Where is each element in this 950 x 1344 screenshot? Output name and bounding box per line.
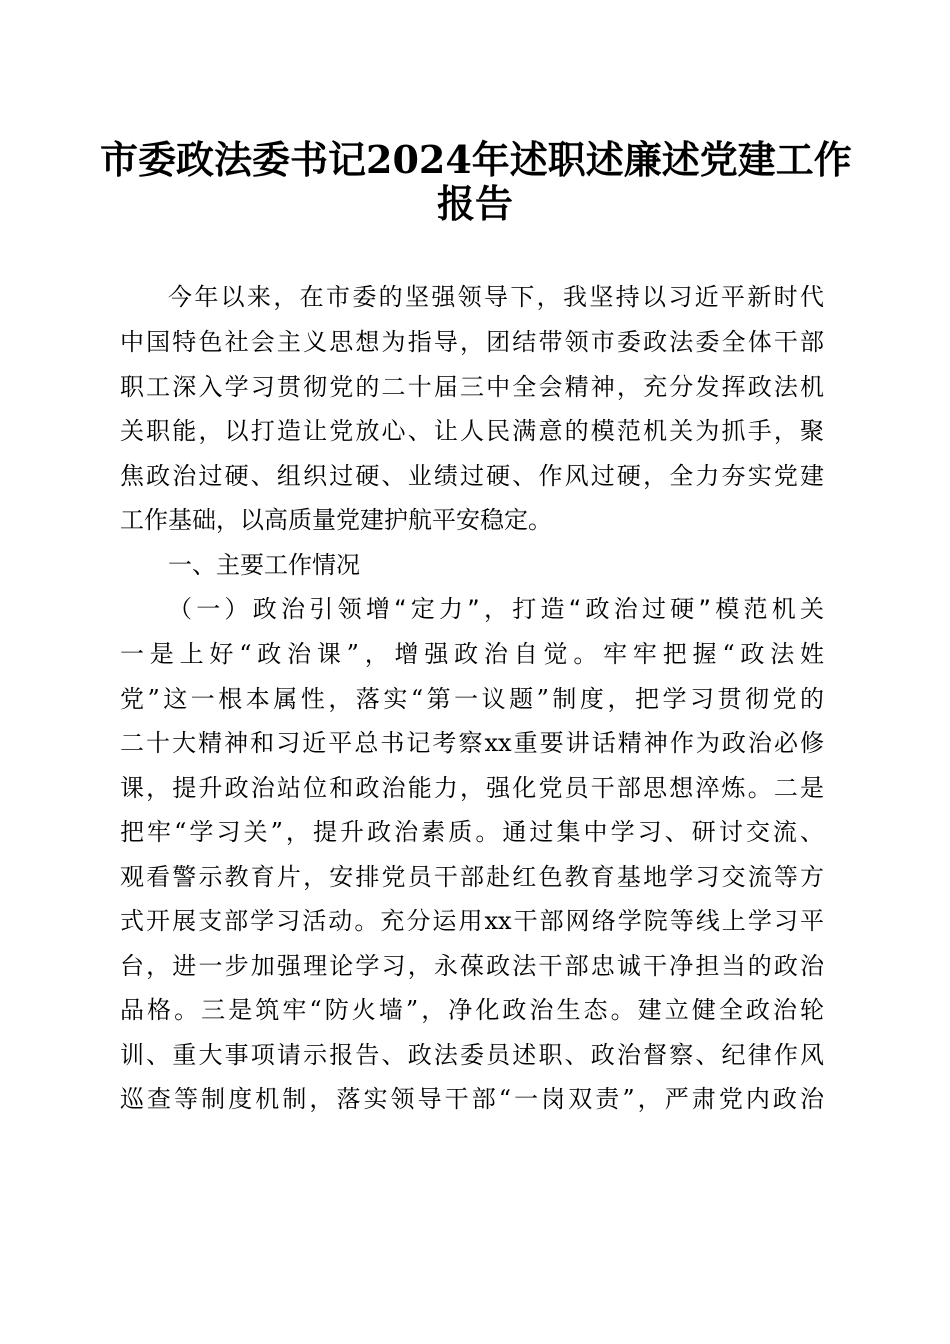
section-heading: 一、主要工作情况 <box>168 551 360 579</box>
body-paragraph-line: 观看警示教育片，安排党员干部赴红色教育基地学习交流等方 <box>120 863 824 891</box>
body-paragraph-line: 式开展支部学习活动。充分运用xx干部网络学院等线上学习平 <box>120 907 824 935</box>
body-paragraph-line: 品格。三是筑牢“防火墙”，净化政治生态。建立健全政治轮 <box>120 996 824 1024</box>
body-paragraph-line: 课，提升政治站位和政治能力，强化党员干部思想淬炼。二是 <box>120 774 824 802</box>
document-title-line-1: 市委政法委书记2024年述职述廉述党建工作 <box>100 137 852 182</box>
intro-paragraph-line: 今年以来，在市委的坚强领导下，我坚持以习近平新时代 <box>168 283 824 311</box>
body-paragraph-line: 训、重大事项请示报告、政法委员述职、政治督察、纪律作风 <box>120 1041 824 1069</box>
body-paragraph-line: 二十大精神和习近平总书记考察xx重要讲话精神作为政治必修 <box>120 729 824 757</box>
intro-paragraph-line: 工作基础，以高质量党建护航平安稳定。 <box>120 506 552 534</box>
body-paragraph-line: 把牢“学习关”，提升政治素质。通过集中学习、研讨交流、 <box>120 818 824 846</box>
document-title-line-2: 报告 <box>436 181 513 226</box>
intro-paragraph-line: 关职能，以打造让党放心、让人民满意的模范机关为抓手，聚 <box>120 417 824 445</box>
body-paragraph-line: 一是上好“政治课”，增强政治自觉。牢牢把握“政法姓 <box>120 640 824 668</box>
body-paragraph-line: 台，进一步加强理论学习，永葆政法干部忠诚干净担当的政治 <box>120 952 824 980</box>
intro-paragraph-line: 焦政治过硬、组织过硬、业绩过硬、作风过硬，全力夯实党建 <box>120 462 824 490</box>
intro-paragraph-line: 中国特色社会主义思想为指导，团结带领市委政法委全体干部 <box>120 328 824 356</box>
subsection-heading: （一）政治引领增“定力”，打造“政治过硬”模范机关 <box>168 595 824 623</box>
body-paragraph-line: 巡查等制度机制，落实领导干部“一岗双责”，严肃党内政治 <box>120 1085 824 1113</box>
body-paragraph-line: 党”这一根本属性，落实“第一议题”制度，把学习贯彻党的 <box>120 685 824 713</box>
intro-paragraph-line: 职工深入学习贯彻党的二十届三中全会精神，充分发挥政法机 <box>120 373 824 401</box>
